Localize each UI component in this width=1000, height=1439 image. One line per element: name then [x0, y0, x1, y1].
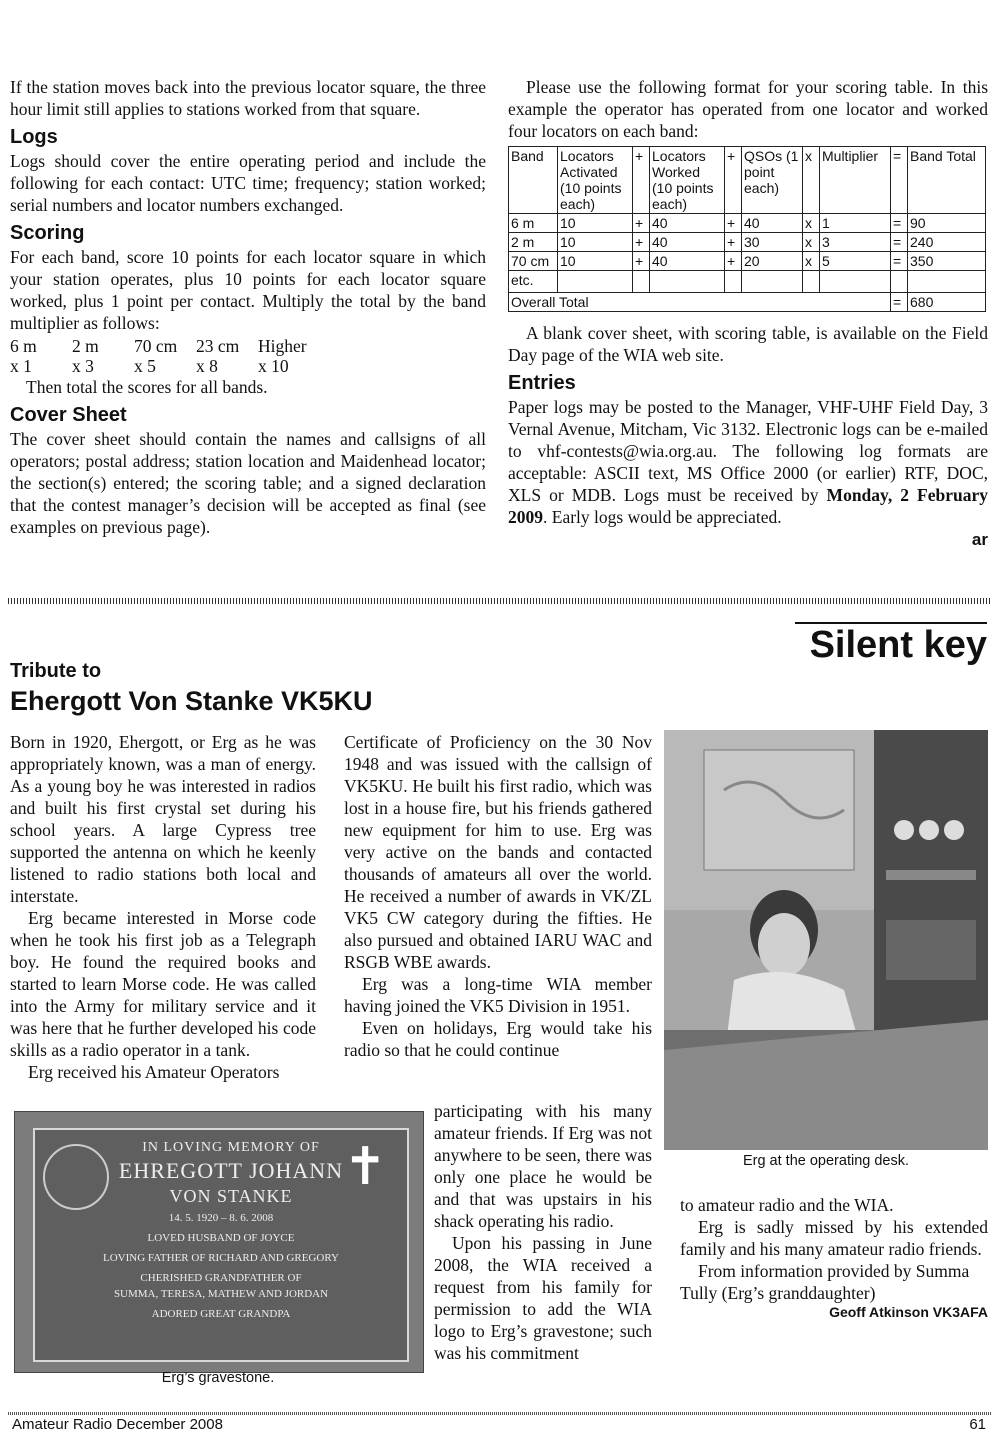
top-left-column	[10, 76, 486, 538]
plate-line: CHERISHED GRANDFATHER OF	[140, 1272, 302, 1284]
table-cell: +	[633, 214, 650, 233]
table-cell	[803, 271, 820, 293]
cover-sheet-heading: Cover Sheet	[10, 404, 127, 426]
mult-value-70cm: x 5	[134, 356, 156, 376]
scoring-heading: Scoring	[10, 222, 85, 244]
footer-rule	[8, 1412, 992, 1415]
col3-paragraph-2: Erg is sadly missed by his extended family and his many amateur radio friends.	[680, 1217, 988, 1259]
intro-paragraph: If the station moves back into the previous locator square, the three hour limit still applies to stations worked from that square.	[10, 77, 486, 119]
cover-sheet-paragraph: The cover sheet should contain the names and callsigns of all operators; postal address; station location and Maidenhead locator; the section(s) entered; the scoring table; and a signed declaration that the contest manager’s decision will be accepted as final (see examples on previous page).	[10, 429, 486, 537]
table-cell: =	[891, 252, 908, 271]
mult-band-2m: 2 m	[72, 336, 99, 356]
table-cell: x	[803, 233, 820, 252]
multiplier-bands	[10, 336, 486, 356]
table-header-cell: QSOs (1 point each)	[742, 147, 803, 214]
table-cell: 90	[908, 214, 986, 233]
table-row	[509, 233, 986, 252]
logs-paragraph: Logs should cover the entire operating period and include the following for each contact: UTC time; frequency; station worked; serial numbers and locator numbers exchanged.	[10, 151, 486, 215]
overall-total-value: 680	[908, 293, 986, 312]
col1-paragraph-1: Born in 1920, Ehergott, or Erg as he was appropriately known, was a man of energy. As a young boy he was interested in radios and built his first crystal set during his school years. A large Cypress tree supported the antenna on which he keenly listened to radio stations both local and interstate.	[10, 732, 316, 906]
table-header-cell: Band	[509, 147, 558, 214]
col1-paragraph-3: Erg received his Amateur Operators	[28, 1062, 280, 1082]
table-header-cell: Locators Worked (10 points each)	[650, 147, 725, 214]
mult-value-2m: x 3	[72, 356, 94, 376]
table-header-row	[509, 147, 986, 214]
table-cell: 10	[558, 214, 633, 233]
entries-text-1: Paper logs may be posted to the Manager, VHF-UHF Field Day, 3 Vernal Avenue, Mitcham, Vic 3132. Electronic logs can be e-mailed to vhf-contests@wia.org.au. The following log formats are acceptable: ASCII text, MS Office 2000 (or earlier) RTF, DOC, XLS or MDB. Logs must be received by	[508, 397, 988, 505]
section-divider	[8, 598, 992, 604]
table-cell	[742, 271, 803, 293]
table-cell	[633, 271, 650, 293]
operating-desk-photo	[664, 730, 988, 1150]
table-cell: 40	[650, 252, 725, 271]
logs-heading: Logs	[10, 126, 58, 148]
plate-line: ADORED GREAT GRANDPA	[151, 1308, 291, 1320]
table-cell: x	[803, 214, 820, 233]
table-total-row	[509, 293, 986, 312]
gravestone-image	[14, 1111, 424, 1373]
table-cell: 40	[650, 233, 725, 252]
mult-value-6m: x 1	[10, 356, 32, 376]
multiplier-values	[10, 356, 486, 376]
mult-value-23cm: x 8	[196, 356, 218, 376]
footer-publication: Amateur Radio December 2008	[12, 1416, 223, 1433]
table-cell: +	[633, 233, 650, 252]
overall-total-eq: =	[891, 293, 908, 312]
table-cell: 30	[742, 233, 803, 252]
cross-icon: ✝	[343, 1139, 387, 1196]
col3-paragraph-3: From information provided by Summa Tully (Erg’s granddaughter)	[680, 1261, 970, 1303]
table-cell	[650, 271, 725, 293]
gravestone-plate	[33, 1128, 409, 1362]
table-cell: 40	[742, 214, 803, 233]
table-cell: 2 m	[509, 233, 558, 252]
gravestone-caption: Erg’s gravestone.	[161, 1370, 275, 1386]
table-cell: 1	[820, 214, 891, 233]
table-cell	[558, 271, 633, 293]
plate-line: LOVING FATHER OF RICHARD AND GREGORY	[102, 1252, 339, 1264]
plate-line: 14. 5. 1920 – 8. 6. 2008	[168, 1212, 274, 1224]
photo-illustration	[664, 730, 988, 1150]
col2-paragraph-3b: participating with his many amateur friends. If Erg was not anywhere to be seen, there was only one place he would be and that was upstairs in his shack operating his radio.	[434, 1101, 652, 1231]
col2-paragraph-3a: Even on holidays, Erg would take his radio so that he could continue	[344, 1018, 652, 1060]
col3-paragraph-1: to amateur radio and the WIA.	[680, 1195, 894, 1215]
table-cell: =	[891, 214, 908, 233]
tribute-title: Ehergott Von Stanke VK5KU	[10, 686, 373, 716]
table-cell: 6 m	[509, 214, 558, 233]
mult-band-23cm: 23 cm	[196, 336, 240, 356]
table-header-cell: x	[803, 147, 820, 214]
table-header-cell: Locators Activated (10 points each)	[558, 147, 633, 214]
plate-line: EHREGOTT JOHANN	[118, 1158, 344, 1183]
entries-heading: Entries	[508, 372, 576, 394]
then-total-text: Then total the scores for all bands.	[26, 377, 268, 397]
plate-line: SUMMA, TERESA, MATHEW AND JORDAN	[113, 1288, 329, 1300]
mult-band-6m: 6 m	[10, 336, 37, 356]
multiplier-list	[10, 336, 486, 376]
table-header-cell: +	[725, 147, 742, 214]
article-author: Geoff Atkinson VK3AFA	[829, 1304, 988, 1320]
table-cell: 5	[820, 252, 891, 271]
table-cell: 40	[650, 214, 725, 233]
mult-value-higher: x 10	[258, 356, 289, 376]
table-cell	[908, 271, 986, 293]
tribute-label: Tribute to	[10, 660, 102, 682]
mult-band-higher: Higher	[258, 336, 307, 356]
table-cell	[725, 271, 742, 293]
table-cell: x	[803, 252, 820, 271]
entries-deadline: Monday, 2 February 2009	[508, 485, 988, 527]
article-column-1	[10, 731, 316, 1083]
photo-caption: Erg at the operating desk.	[742, 1153, 910, 1169]
table-cell: +	[725, 252, 742, 271]
table-cell	[820, 271, 891, 293]
overall-total-label: Overall Total	[509, 293, 891, 312]
ar-end-mark: ar	[971, 530, 988, 549]
table-cell: 20	[742, 252, 803, 271]
plate-line: VON STANKE	[169, 1186, 293, 1206]
col2-paragraph-1: Certificate of Proficiency on the 30 Nov 1948 and was issued with the callsign of VK5KU. He built his first radio, which was lost in a house fire, but his friends gathered new equipment for him to use. Erg was very active on the bands and contacted thousands of amateurs all over the world. He received a number of awards in VK/ZL VK5 CW category during the fifties. He also pursued and obtained IARU WAC and RSGB WBE awards.	[344, 732, 652, 972]
table-header-cell: +	[633, 147, 650, 214]
table-cell: +	[725, 214, 742, 233]
silent-key-title: Silent key	[809, 624, 987, 666]
table-cell: +	[633, 252, 650, 271]
entries-text-2: . Early logs would be appreciated.	[543, 507, 782, 527]
table-row	[509, 214, 986, 233]
plate-line: IN LOVING MEMORY OF	[142, 1140, 320, 1155]
table-row	[509, 252, 986, 271]
top-right-column	[508, 76, 988, 550]
col2-paragraph-2: Erg was a long-time WIA member having joined the VK5 Division in 1951.	[344, 974, 652, 1016]
format-intro-paragraph: Please use the following format for your scoring table. In this example the operator has operated from one locator and worked four locators on each band:	[508, 77, 988, 141]
table-cell: =	[891, 233, 908, 252]
table-cell: etc.	[509, 271, 558, 293]
article-column-2-lower	[434, 1100, 652, 1364]
footer-page-number: 61	[969, 1416, 986, 1433]
plate-line: LOVED HUSBAND OF JOYCE	[147, 1232, 295, 1244]
scoring-table	[508, 146, 986, 312]
mult-band-70cm: 70 cm	[134, 336, 178, 356]
table-header-cell: Band Total	[908, 147, 986, 214]
table-cell: 240	[908, 233, 986, 252]
scoring-paragraph: For each band, score 10 points for each locator square in which your station operates, plus 10 points for each locator square worked, plus 1 point per contact. Multiply the total by the band multiplier as follows:	[10, 247, 486, 333]
table-header-cell: Multiplier	[820, 147, 891, 214]
table-row	[509, 271, 986, 293]
article-column-3	[680, 1194, 988, 1320]
table-cell: +	[725, 233, 742, 252]
table-cell: 10	[558, 233, 633, 252]
table-cell	[891, 271, 908, 293]
entries-paragraph	[508, 396, 988, 528]
table-cell: 3	[820, 233, 891, 252]
article-column-2	[344, 731, 652, 1061]
table-cell: 70 cm	[509, 252, 558, 271]
blank-cover-paragraph: A blank cover sheet, with scoring table, is available on the Field Day page of the WIA web site.	[508, 323, 988, 365]
col2-paragraph-4: Upon his passing in June 2008, the WIA received a request from his family for permission to add the WIA logo to Erg’s gravestone; such was his commitment	[434, 1233, 652, 1363]
col1-paragraph-2: Erg became interested in Morse code when he took his first job as a Telegraph boy. He found the required books and started to learn Morse code. He was called into the Army for military service and it was here that he further developed his code skills as a radio operator in a tank.	[10, 908, 316, 1060]
table-cell: 10	[558, 252, 633, 271]
table-header-cell: =	[891, 147, 908, 214]
table-cell: 350	[908, 252, 986, 271]
